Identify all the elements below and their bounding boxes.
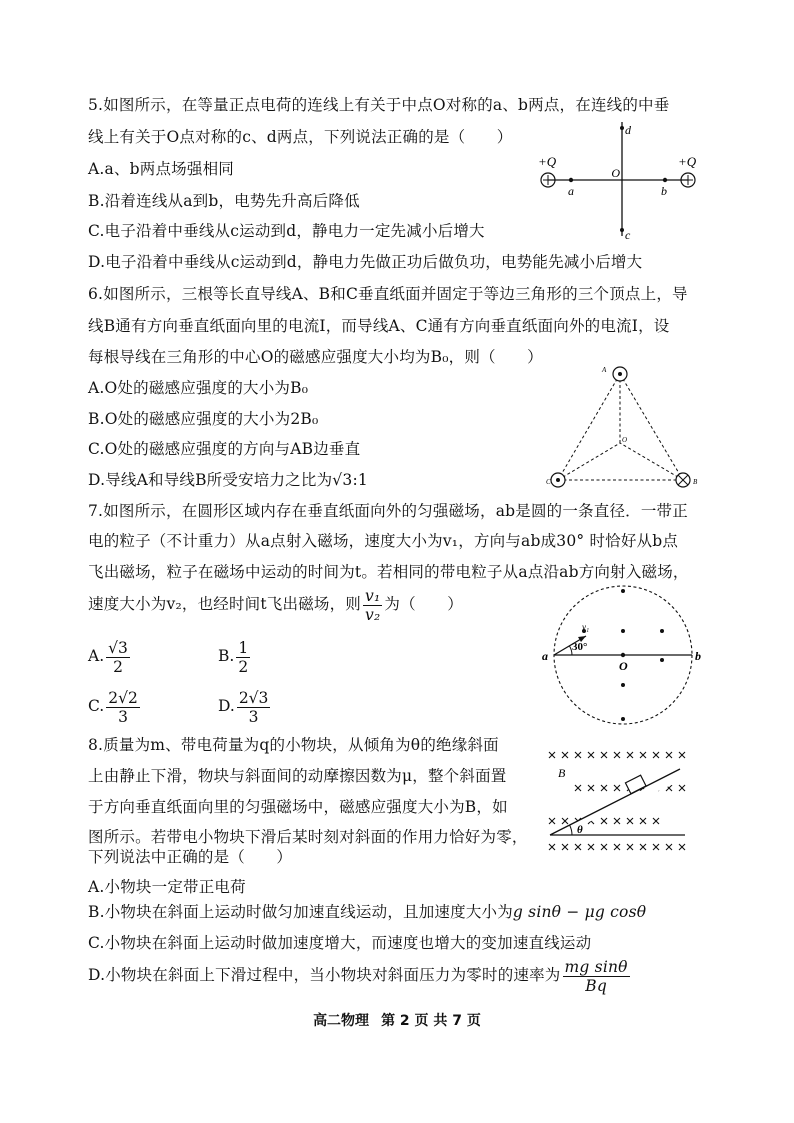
q7-stem-line3: 飞出磁场，粒子在磁场中运动的时间为t。若相同的带电粒子从a点沿ab方向射入磁场，	[88, 563, 689, 581]
label-o: O	[611, 166, 620, 180]
q6-stem-line3: 每根导线在三角形的中心O的磁感应强度大小均为B₀，则（ ）	[88, 348, 543, 366]
q8-stem-line4: 图所示。若带电小物块下滑后某时刻对斜面的作用力恰好为零，	[88, 828, 528, 846]
ratio-fraction: $\frac{\text{v₁}}{\text{v₂}}$	[365, 586, 381, 624]
label-c: c	[625, 228, 631, 242]
label-c: C	[546, 478, 551, 486]
label-v1: v₁	[582, 622, 590, 632]
q8-stem-line3: 于方向垂直纸面向里的匀强磁场中，磁感应强度大小为B，如	[88, 798, 508, 816]
label-plus-q-left: +Q	[538, 154, 557, 169]
label-plus-q-right: +Q	[678, 154, 697, 169]
label-b: b	[661, 184, 667, 198]
speed-fraction: $\frac{\text{mg sinθ}}{Bq}$	[564, 957, 628, 995]
q6-option-c: C.O处的磁感应强度的方向与AB边垂直	[88, 440, 361, 458]
accel-formula: g sinθ − μg cosθ	[512, 903, 647, 921]
q6-stem-line2: 线B通有方向垂直纸面向里的电流I，而导线A、C通有方向垂直纸面向外的电流I，设	[88, 317, 670, 335]
page-footer	[0, 1010, 794, 1030]
label-b: b	[695, 649, 701, 663]
q8-option-b: B.小物块在斜面上运动时做匀加速直线运动，且加速度大小为g sinθ − μg cosθ	[88, 903, 647, 921]
q7-stem-line1: 7.如图所示，在圆形区域内存在垂直纸面向外的匀强磁场，ab是圆的一条直径．一带正	[88, 502, 688, 520]
sqrt3: √3	[332, 471, 353, 489]
q8-stem-line5: 下列说法中正确的是（ ）	[88, 848, 293, 866]
label-a: a	[568, 184, 574, 198]
q6-figure	[528, 360, 703, 490]
q8-option-a: A.小物块一定带正电荷	[88, 878, 246, 896]
q7-option-a: A. $\frac{√3}{2}$	[88, 638, 128, 676]
label-theta: θ	[577, 824, 583, 836]
label-b-field: B	[558, 766, 566, 780]
label-a: A	[602, 366, 607, 374]
q8-stem-line2: 上由静止下滑，物块与斜面间的动摩擦因数为μ，整个斜面置	[88, 767, 507, 785]
q6-option-a: A.O处的磁感应强度的大小为B₀	[88, 379, 309, 397]
q5-option-c: C.电子沿着中垂线从c运动到d，静电力一定先减小后增大	[88, 222, 485, 240]
footer-subject: 高二物理	[313, 1013, 370, 1029]
q7-figure	[538, 580, 713, 730]
q8-figure	[540, 745, 700, 857]
q8-option-d: D.小物块在斜面上下滑过程中，当小物块对斜面压力为零时的速率为 $\frac{\text{mg sinθ}}{Bq}$	[88, 957, 628, 995]
q5-option-a: A.a、b两点场强相同	[88, 160, 234, 178]
q5-stem-line2: 线上有关于O点对称的c、d两点，下列说法正确的是（ ）	[88, 128, 513, 146]
q6-option-b: B.O处的磁感应强度的大小为2B₀	[88, 410, 319, 428]
q8-option-c: C.小物块在斜面上运动时做加速度增大，而速度也增大的变加速直线运动	[88, 934, 592, 952]
label-b: B	[693, 478, 698, 486]
label-a: a	[542, 649, 548, 663]
footer-page: 第 2 页 共 7 页	[381, 1013, 481, 1029]
q5-figure	[530, 118, 710, 243]
q5-option-d: D.电子沿着中垂线从c运动到d，静电力先做正功后做负功，电势能先减小后增大	[88, 253, 643, 271]
q5-option-b: B.沿着连线从a到b，电势先升高后降低	[88, 192, 360, 210]
q7-option-c: C. $\frac{2√2}{3}$	[88, 688, 138, 726]
q7-stem-line2: 电的粒子（不计重力）从a点射入磁场，速度大小为v₁，方向与ab成30° 时恰好从b点	[88, 532, 679, 550]
q7-stem-line4: 速度大小为v₂，也经时间t飞出磁场，则 $\frac{\text{v₁}}{\text{v₂}}$ 为（ ）	[88, 586, 463, 624]
q7-option-b: B. $\frac{1}{2}$	[218, 638, 249, 676]
label-o: O	[622, 436, 628, 444]
label-o: O	[619, 659, 628, 673]
q8-stem-line1: 8.质量为m、带电荷量为q的小物块，从倾角为θ的绝缘斜面	[88, 736, 499, 754]
q6-option-d: D.导线A和导线B所受安培力之比为√3:1	[88, 471, 368, 489]
q7-option-d: D. $\frac{2√3}{3}$	[218, 688, 269, 726]
label-d: d	[625, 123, 631, 137]
q5-stem-line1: 5.如图所示，在等量正点电荷的连线上有关于中点O对称的a、b两点，在连线的中垂	[88, 96, 670, 114]
q6-stem-line1: 6.如图所示，三根等长直导线A、B和C垂直纸面并固定于等边三角形的三个顶点上，导	[88, 285, 688, 303]
label-30-deg: 30°	[572, 641, 588, 653]
